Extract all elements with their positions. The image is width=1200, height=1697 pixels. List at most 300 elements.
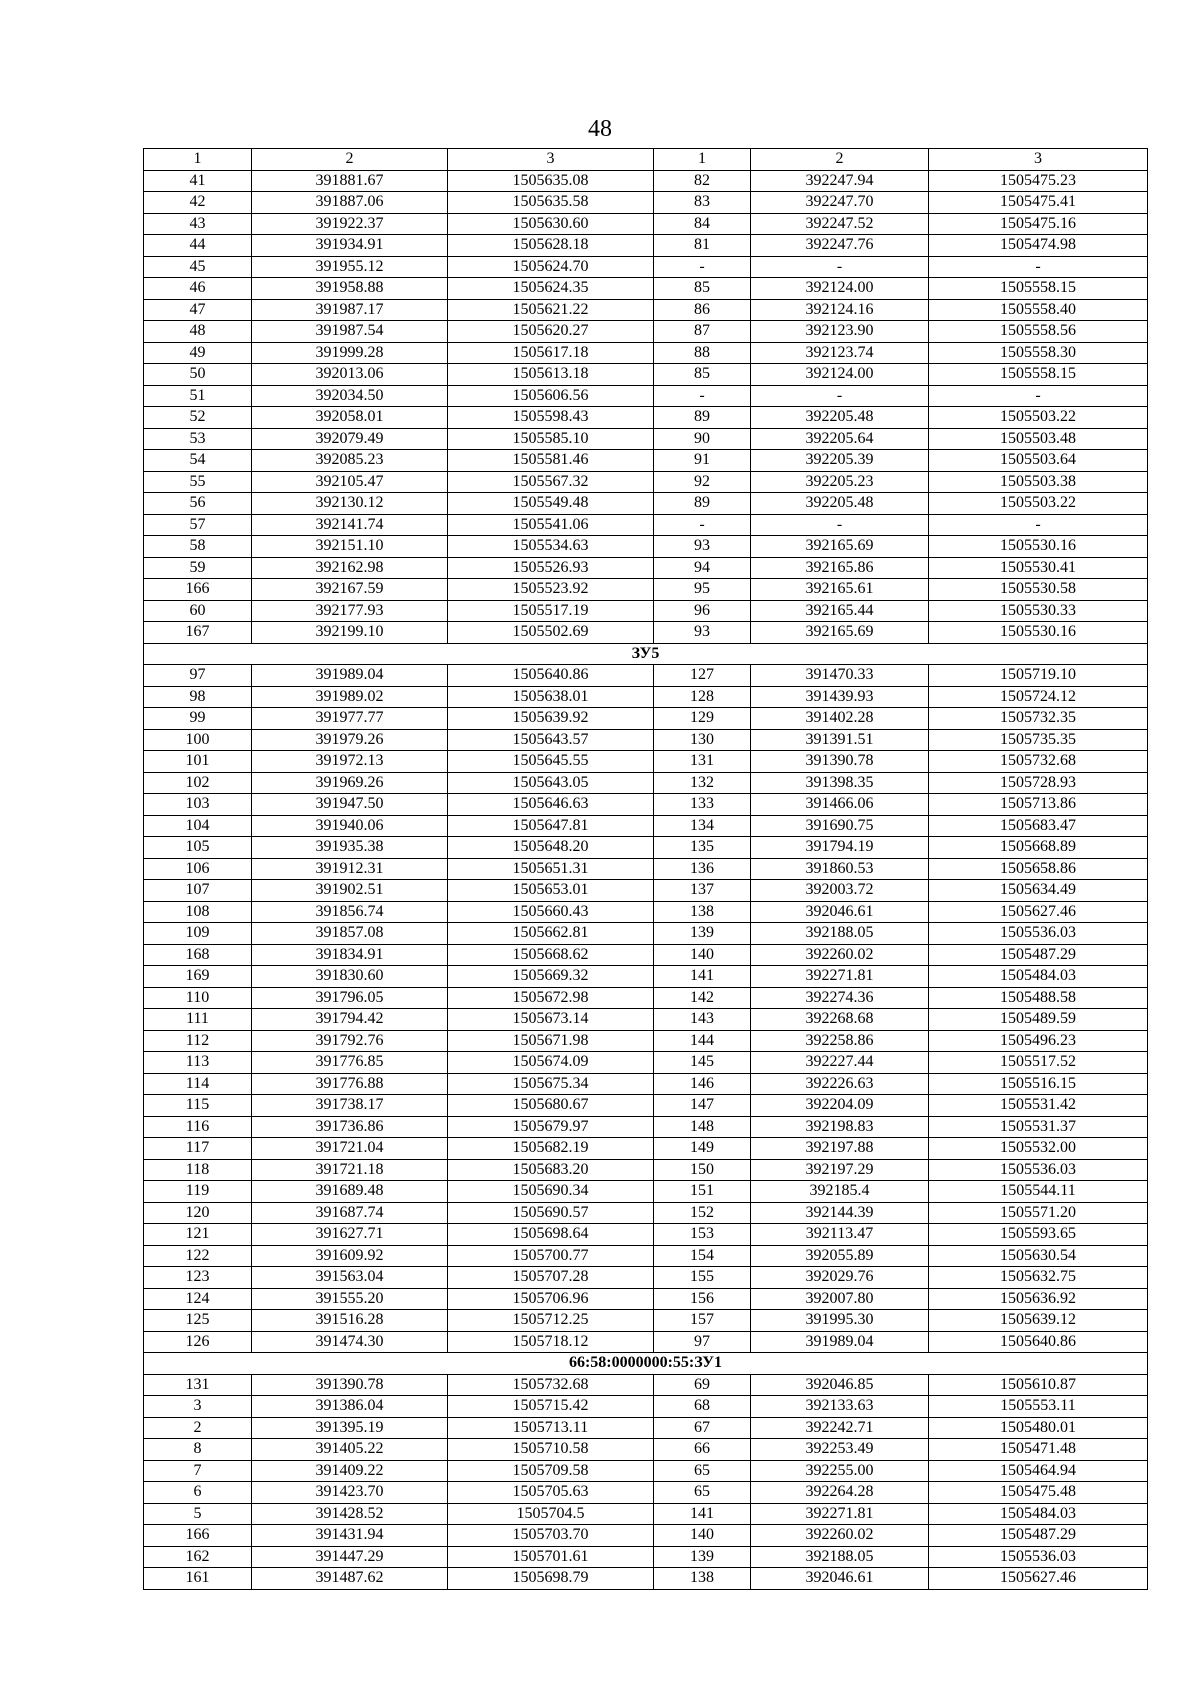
point-number-cell: 91 — [654, 450, 751, 472]
point-number-cell: 151 — [654, 1181, 751, 1203]
x-coordinate-cell: 392167.59 — [252, 579, 448, 601]
point-number-cell: 138 — [654, 901, 751, 923]
x-coordinate-cell: 392255.00 — [751, 1460, 929, 1482]
x-coordinate-cell: 392046.61 — [751, 1568, 929, 1590]
y-coordinate-cell: 1505464.94 — [929, 1460, 1148, 1482]
y-coordinate-cell: 1505719.10 — [929, 665, 1148, 687]
point-number-cell: 110 — [144, 987, 252, 1009]
x-coordinate-cell: 391466.06 — [751, 794, 929, 816]
y-coordinate-cell: 1505558.15 — [929, 364, 1148, 386]
x-coordinate-cell: 391856.74 — [252, 901, 448, 923]
x-coordinate-cell: 391474.30 — [252, 1331, 448, 1353]
point-number-cell: 166 — [144, 1525, 252, 1547]
y-coordinate-cell: 1505658.86 — [929, 858, 1148, 880]
x-coordinate-cell: 392058.01 — [252, 407, 448, 429]
y-coordinate-cell: 1505536.03 — [929, 923, 1148, 945]
x-coordinate-cell: 391776.88 — [252, 1073, 448, 1095]
y-coordinate-cell: 1505475.48 — [929, 1482, 1148, 1504]
y-coordinate-cell: 1505484.03 — [929, 966, 1148, 988]
point-number-cell: 65 — [654, 1460, 751, 1482]
point-number-cell: 69 — [654, 1374, 751, 1396]
point-number-cell: 141 — [654, 966, 751, 988]
column-header-number: 1 — [144, 149, 252, 171]
y-coordinate-cell: 1505475.16 — [929, 213, 1148, 235]
table-row — [144, 966, 1148, 988]
x-coordinate-cell: 391470.33 — [751, 665, 929, 687]
table-row — [144, 1095, 1148, 1117]
x-coordinate-cell: 392260.02 — [751, 1525, 929, 1547]
point-number-cell: 102 — [144, 772, 252, 794]
y-coordinate-cell: 1505636.92 — [929, 1288, 1148, 1310]
point-number-cell: 168 — [144, 944, 252, 966]
point-number-cell: 93 — [654, 536, 751, 558]
point-number-cell: 144 — [654, 1030, 751, 1052]
y-coordinate-cell: 1505530.16 — [929, 536, 1148, 558]
y-coordinate-cell: 1505673.14 — [448, 1009, 654, 1031]
table-row — [144, 1417, 1148, 1439]
x-coordinate-cell: 392113.47 — [751, 1224, 929, 1246]
x-coordinate-cell: 391563.04 — [252, 1267, 448, 1289]
point-number-cell: 107 — [144, 880, 252, 902]
table-row — [144, 235, 1148, 257]
point-number-cell: 67 — [654, 1417, 751, 1439]
y-coordinate-cell: 1505532.00 — [929, 1138, 1148, 1160]
x-coordinate-cell: 392247.52 — [751, 213, 929, 235]
y-coordinate-cell: 1505536.03 — [929, 1546, 1148, 1568]
x-coordinate-cell: 391689.48 — [252, 1181, 448, 1203]
x-coordinate-cell: 391627.71 — [252, 1224, 448, 1246]
table-row — [144, 536, 1148, 558]
y-coordinate-cell: 1505671.98 — [448, 1030, 654, 1052]
x-coordinate-cell: 391857.08 — [252, 923, 448, 945]
point-number-cell: 7 — [144, 1460, 252, 1482]
x-coordinate-cell: 392247.76 — [751, 235, 929, 257]
point-number-cell: 52 — [144, 407, 252, 429]
point-number-cell: 143 — [654, 1009, 751, 1031]
x-coordinate-cell: 392165.69 — [751, 536, 929, 558]
table-row — [144, 1568, 1148, 1590]
table-row — [144, 622, 1148, 644]
y-coordinate-cell: 1505732.68 — [929, 751, 1148, 773]
table-row — [144, 600, 1148, 622]
point-number-cell: 97 — [654, 1331, 751, 1353]
x-coordinate-cell: 391690.75 — [751, 815, 929, 837]
y-coordinate-cell: 1505645.55 — [448, 751, 654, 773]
point-number-cell: 104 — [144, 815, 252, 837]
point-number-cell: 146 — [654, 1073, 751, 1095]
column-header-number: 1 — [654, 149, 751, 171]
table-row — [144, 1331, 1148, 1353]
y-coordinate-cell: 1505480.01 — [929, 1417, 1148, 1439]
y-coordinate-cell: 1505553.11 — [929, 1396, 1148, 1418]
point-number-cell: 141 — [654, 1503, 751, 1525]
column-header-y: 3 — [448, 149, 654, 171]
point-number-cell: 83 — [654, 192, 751, 214]
y-coordinate-cell: 1505668.89 — [929, 837, 1148, 859]
x-coordinate-cell: - — [751, 385, 929, 407]
x-coordinate-cell: 392133.63 — [751, 1396, 929, 1418]
x-coordinate-cell: 391834.91 — [252, 944, 448, 966]
y-coordinate-cell: 1505668.62 — [448, 944, 654, 966]
y-coordinate-cell: 1505558.56 — [929, 321, 1148, 343]
y-coordinate-cell: 1505732.35 — [929, 708, 1148, 730]
x-coordinate-cell: 391902.51 — [252, 880, 448, 902]
table-row — [144, 1374, 1148, 1396]
x-coordinate-cell: 392046.61 — [751, 901, 929, 923]
x-coordinate-cell: 392205.64 — [751, 428, 929, 450]
table-row — [144, 450, 1148, 472]
point-number-cell: 133 — [654, 794, 751, 816]
y-coordinate-cell: 1505706.96 — [448, 1288, 654, 1310]
point-number-cell: 157 — [654, 1310, 751, 1332]
table-row — [144, 493, 1148, 515]
table-row — [144, 880, 1148, 902]
table-row — [144, 1310, 1148, 1332]
table-row — [144, 364, 1148, 386]
y-coordinate-cell: - — [929, 514, 1148, 536]
point-number-cell: 87 — [654, 321, 751, 343]
point-number-cell: 148 — [654, 1116, 751, 1138]
y-coordinate-cell: 1505732.68 — [448, 1374, 654, 1396]
x-coordinate-cell: 392204.09 — [751, 1095, 929, 1117]
x-coordinate-cell: 392123.74 — [751, 342, 929, 364]
x-coordinate-cell: 392029.76 — [751, 1267, 929, 1289]
x-coordinate-cell: 392141.74 — [252, 514, 448, 536]
point-number-cell: 41 — [144, 170, 252, 192]
y-coordinate-cell: 1505635.58 — [448, 192, 654, 214]
point-number-cell: 118 — [144, 1159, 252, 1181]
point-number-cell: 155 — [654, 1267, 751, 1289]
table-row — [144, 579, 1148, 601]
y-coordinate-cell: 1505651.31 — [448, 858, 654, 880]
y-coordinate-cell: 1505627.46 — [929, 901, 1148, 923]
x-coordinate-cell: 391934.91 — [252, 235, 448, 257]
section-title: 66:58:0000000:55:ЗУ1 — [144, 1353, 1148, 1375]
point-number-cell: 115 — [144, 1095, 252, 1117]
y-coordinate-cell: 1505496.23 — [929, 1030, 1148, 1052]
x-coordinate-cell: 391391.51 — [751, 729, 929, 751]
table-row — [144, 772, 1148, 794]
point-number-cell: 154 — [654, 1245, 751, 1267]
x-coordinate-cell: 392007.80 — [751, 1288, 929, 1310]
column-header-row — [144, 149, 1148, 171]
x-coordinate-cell: 392247.70 — [751, 192, 929, 214]
point-number-cell: 111 — [144, 1009, 252, 1031]
x-coordinate-cell: 391447.29 — [252, 1546, 448, 1568]
y-coordinate-cell: 1505621.22 — [448, 299, 654, 321]
x-coordinate-cell: 392151.10 — [252, 536, 448, 558]
point-number-cell: 123 — [144, 1267, 252, 1289]
y-coordinate-cell: 1505646.63 — [448, 794, 654, 816]
x-coordinate-cell: 391687.74 — [252, 1202, 448, 1224]
table-row — [144, 923, 1148, 945]
x-coordinate-cell: 392197.88 — [751, 1138, 929, 1160]
point-number-cell: 95 — [654, 579, 751, 601]
point-number-cell: 58 — [144, 536, 252, 558]
table-row — [144, 1138, 1148, 1160]
y-coordinate-cell: 1505516.15 — [929, 1073, 1148, 1095]
table-row — [144, 901, 1148, 923]
y-coordinate-cell: 1505581.46 — [448, 450, 654, 472]
table-row — [144, 256, 1148, 278]
point-number-cell: 116 — [144, 1116, 252, 1138]
y-coordinate-cell: 1505647.81 — [448, 815, 654, 837]
table-row — [144, 1245, 1148, 1267]
x-coordinate-cell: 391881.67 — [252, 170, 448, 192]
x-coordinate-cell: 392105.47 — [252, 471, 448, 493]
y-coordinate-cell: 1505503.22 — [929, 493, 1148, 515]
point-number-cell: 5 — [144, 1503, 252, 1525]
y-coordinate-cell: 1505653.01 — [448, 880, 654, 902]
x-coordinate-cell: 391405.22 — [252, 1439, 448, 1461]
x-coordinate-cell: 392034.50 — [252, 385, 448, 407]
x-coordinate-cell: 392198.83 — [751, 1116, 929, 1138]
table-row — [144, 708, 1148, 730]
x-coordinate-cell: 392123.90 — [751, 321, 929, 343]
point-number-cell: 126 — [144, 1331, 252, 1353]
y-coordinate-cell: 1505635.08 — [448, 170, 654, 192]
x-coordinate-cell: 392247.94 — [751, 170, 929, 192]
y-coordinate-cell: 1505471.48 — [929, 1439, 1148, 1461]
x-coordinate-cell: 391409.22 — [252, 1460, 448, 1482]
y-coordinate-cell: 1505709.58 — [448, 1460, 654, 1482]
y-coordinate-cell: 1505715.42 — [448, 1396, 654, 1418]
y-coordinate-cell: 1505526.93 — [448, 557, 654, 579]
point-number-cell: 138 — [654, 1568, 751, 1590]
y-coordinate-cell: 1505679.97 — [448, 1116, 654, 1138]
y-coordinate-cell: 1505475.23 — [929, 170, 1148, 192]
x-coordinate-cell: 391989.04 — [751, 1331, 929, 1353]
x-coordinate-cell: 391721.04 — [252, 1138, 448, 1160]
point-number-cell: 48 — [144, 321, 252, 343]
y-coordinate-cell: 1505475.41 — [929, 192, 1148, 214]
y-coordinate-cell: 1505660.43 — [448, 901, 654, 923]
x-coordinate-cell: 391390.78 — [252, 1374, 448, 1396]
point-number-cell: 93 — [654, 622, 751, 644]
y-coordinate-cell: 1505530.16 — [929, 622, 1148, 644]
point-number-cell: 85 — [654, 278, 751, 300]
point-number-cell: 140 — [654, 944, 751, 966]
point-number-cell: 49 — [144, 342, 252, 364]
x-coordinate-cell: 392055.89 — [751, 1245, 929, 1267]
y-coordinate-cell: 1505541.06 — [448, 514, 654, 536]
point-number-cell: 140 — [654, 1525, 751, 1547]
x-coordinate-cell: 391609.92 — [252, 1245, 448, 1267]
x-coordinate-cell: 391516.28 — [252, 1310, 448, 1332]
x-coordinate-cell: 392003.72 — [751, 880, 929, 902]
y-coordinate-cell: 1505643.05 — [448, 772, 654, 794]
point-number-cell: 46 — [144, 278, 252, 300]
x-coordinate-cell: 392264.28 — [751, 1482, 929, 1504]
point-number-cell: 89 — [654, 407, 751, 429]
x-coordinate-cell: 392205.23 — [751, 471, 929, 493]
y-coordinate-cell: 1505683.20 — [448, 1159, 654, 1181]
x-coordinate-cell: 391402.28 — [751, 708, 929, 730]
point-number-cell: 44 — [144, 235, 252, 257]
x-coordinate-cell: 391794.19 — [751, 837, 929, 859]
point-number-cell: 120 — [144, 1202, 252, 1224]
y-coordinate-cell: 1505530.58 — [929, 579, 1148, 601]
x-coordinate-cell: 392165.86 — [751, 557, 929, 579]
point-number-cell: 96 — [654, 600, 751, 622]
x-coordinate-cell: 391958.88 — [252, 278, 448, 300]
table-row — [144, 751, 1148, 773]
point-number-cell: 56 — [144, 493, 252, 515]
point-number-cell: 139 — [654, 1546, 751, 1568]
x-coordinate-cell: 391955.12 — [252, 256, 448, 278]
y-coordinate-cell: 1505710.58 — [448, 1439, 654, 1461]
y-coordinate-cell: 1505558.40 — [929, 299, 1148, 321]
x-coordinate-cell: 391776.85 — [252, 1052, 448, 1074]
point-number-cell: 86 — [654, 299, 751, 321]
point-number-cell: 105 — [144, 837, 252, 859]
y-coordinate-cell: 1505639.12 — [929, 1310, 1148, 1332]
x-coordinate-cell: 392199.10 — [252, 622, 448, 644]
x-coordinate-cell: 392226.63 — [751, 1073, 929, 1095]
x-coordinate-cell: 391431.94 — [252, 1525, 448, 1547]
x-coordinate-cell: 392253.49 — [751, 1439, 929, 1461]
y-coordinate-cell: 1505707.28 — [448, 1267, 654, 1289]
point-number-cell: 8 — [144, 1439, 252, 1461]
point-number-cell: 162 — [144, 1546, 252, 1568]
table-row — [144, 1009, 1148, 1031]
table-row — [144, 299, 1148, 321]
y-coordinate-cell: 1505624.35 — [448, 278, 654, 300]
y-coordinate-cell: 1505680.67 — [448, 1095, 654, 1117]
table-row — [144, 1396, 1148, 1418]
y-coordinate-cell: 1505713.11 — [448, 1417, 654, 1439]
y-coordinate-cell: 1505484.03 — [929, 1503, 1148, 1525]
point-number-cell: 50 — [144, 364, 252, 386]
table-row — [144, 471, 1148, 493]
point-number-cell: 139 — [654, 923, 751, 945]
table-row — [144, 794, 1148, 816]
x-coordinate-cell: 391977.77 — [252, 708, 448, 730]
x-coordinate-cell: 391428.52 — [252, 1503, 448, 1525]
table-row — [144, 1052, 1148, 1074]
y-coordinate-cell: 1505503.64 — [929, 450, 1148, 472]
x-coordinate-cell: 391922.37 — [252, 213, 448, 235]
x-coordinate-cell: 392227.44 — [751, 1052, 929, 1074]
table-row — [144, 321, 1148, 343]
point-number-cell: - — [654, 514, 751, 536]
x-coordinate-cell: 392124.00 — [751, 278, 929, 300]
y-coordinate-cell: 1505617.18 — [448, 342, 654, 364]
point-number-cell: 94 — [654, 557, 751, 579]
table-row — [144, 987, 1148, 1009]
x-coordinate-cell: 392013.06 — [252, 364, 448, 386]
y-coordinate-cell: 1505640.86 — [448, 665, 654, 687]
point-number-cell: 122 — [144, 1245, 252, 1267]
y-coordinate-cell: 1505558.15 — [929, 278, 1148, 300]
x-coordinate-cell: 392144.39 — [751, 1202, 929, 1224]
x-coordinate-cell: 391972.13 — [252, 751, 448, 773]
y-coordinate-cell: 1505530.33 — [929, 600, 1148, 622]
point-number-cell: 114 — [144, 1073, 252, 1095]
x-coordinate-cell: 391830.60 — [252, 966, 448, 988]
y-coordinate-cell: 1505585.10 — [448, 428, 654, 450]
y-coordinate-cell: 1505474.98 — [929, 235, 1148, 257]
point-number-cell: 43 — [144, 213, 252, 235]
section-title: ЗУ5 — [144, 643, 1148, 665]
point-number-cell: 51 — [144, 385, 252, 407]
x-coordinate-cell: 392165.61 — [751, 579, 929, 601]
point-number-cell: 54 — [144, 450, 252, 472]
x-coordinate-cell: 391390.78 — [751, 751, 929, 773]
table-row — [144, 858, 1148, 880]
table-row — [144, 1267, 1148, 1289]
x-coordinate-cell: 392271.81 — [751, 1503, 929, 1525]
y-coordinate-cell: 1505488.58 — [929, 987, 1148, 1009]
point-number-cell: 142 — [654, 987, 751, 1009]
x-coordinate-cell: 392260.02 — [751, 944, 929, 966]
point-number-cell: 166 — [144, 579, 252, 601]
y-coordinate-cell: 1505531.42 — [929, 1095, 1148, 1117]
table-row — [144, 385, 1148, 407]
x-coordinate-cell: 392079.49 — [252, 428, 448, 450]
point-number-cell: 82 — [654, 170, 751, 192]
point-number-cell: 66 — [654, 1439, 751, 1461]
y-coordinate-cell: 1505634.49 — [929, 880, 1148, 902]
x-coordinate-cell: 391947.50 — [252, 794, 448, 816]
x-coordinate-cell: 391736.86 — [252, 1116, 448, 1138]
point-number-cell: 57 — [144, 514, 252, 536]
y-coordinate-cell: 1505530.41 — [929, 557, 1148, 579]
point-number-cell: 81 — [654, 235, 751, 257]
point-number-cell: 124 — [144, 1288, 252, 1310]
table-row — [144, 1525, 1148, 1547]
point-number-cell: 55 — [144, 471, 252, 493]
y-coordinate-cell: 1505643.57 — [448, 729, 654, 751]
table-row — [144, 1116, 1148, 1138]
point-number-cell: 132 — [654, 772, 751, 794]
y-coordinate-cell: 1505630.54 — [929, 1245, 1148, 1267]
y-coordinate-cell: 1505624.70 — [448, 256, 654, 278]
point-number-cell: 156 — [654, 1288, 751, 1310]
y-coordinate-cell: 1505700.77 — [448, 1245, 654, 1267]
point-number-cell: 145 — [654, 1052, 751, 1074]
point-number-cell: 121 — [144, 1224, 252, 1246]
x-coordinate-cell: 391487.62 — [252, 1568, 448, 1590]
section-title-row — [144, 643, 1148, 665]
y-coordinate-cell: 1505523.92 — [448, 579, 654, 601]
x-coordinate-cell: - — [751, 256, 929, 278]
point-number-cell: 135 — [654, 837, 751, 859]
y-coordinate-cell: 1505735.35 — [929, 729, 1148, 751]
point-number-cell: 88 — [654, 342, 751, 364]
y-coordinate-cell: 1505534.63 — [448, 536, 654, 558]
table-row — [144, 278, 1148, 300]
point-number-cell: 101 — [144, 751, 252, 773]
y-coordinate-cell: 1505549.48 — [448, 493, 654, 515]
x-coordinate-cell: 391386.04 — [252, 1396, 448, 1418]
y-coordinate-cell: 1505487.29 — [929, 944, 1148, 966]
section-title-row — [144, 1353, 1148, 1375]
table-row — [144, 1073, 1148, 1095]
y-coordinate-cell: 1505698.64 — [448, 1224, 654, 1246]
x-coordinate-cell: 391398.35 — [751, 772, 929, 794]
x-coordinate-cell: - — [751, 514, 929, 536]
y-coordinate-cell: 1505718.12 — [448, 1331, 654, 1353]
point-number-cell: 89 — [654, 493, 751, 515]
x-coordinate-cell: 392046.85 — [751, 1374, 929, 1396]
table-row — [144, 665, 1148, 687]
y-coordinate-cell: 1505638.01 — [448, 686, 654, 708]
point-number-cell: 127 — [654, 665, 751, 687]
y-coordinate-cell: 1505613.18 — [448, 364, 654, 386]
x-coordinate-cell: 391395.19 — [252, 1417, 448, 1439]
x-coordinate-cell: 391721.18 — [252, 1159, 448, 1181]
